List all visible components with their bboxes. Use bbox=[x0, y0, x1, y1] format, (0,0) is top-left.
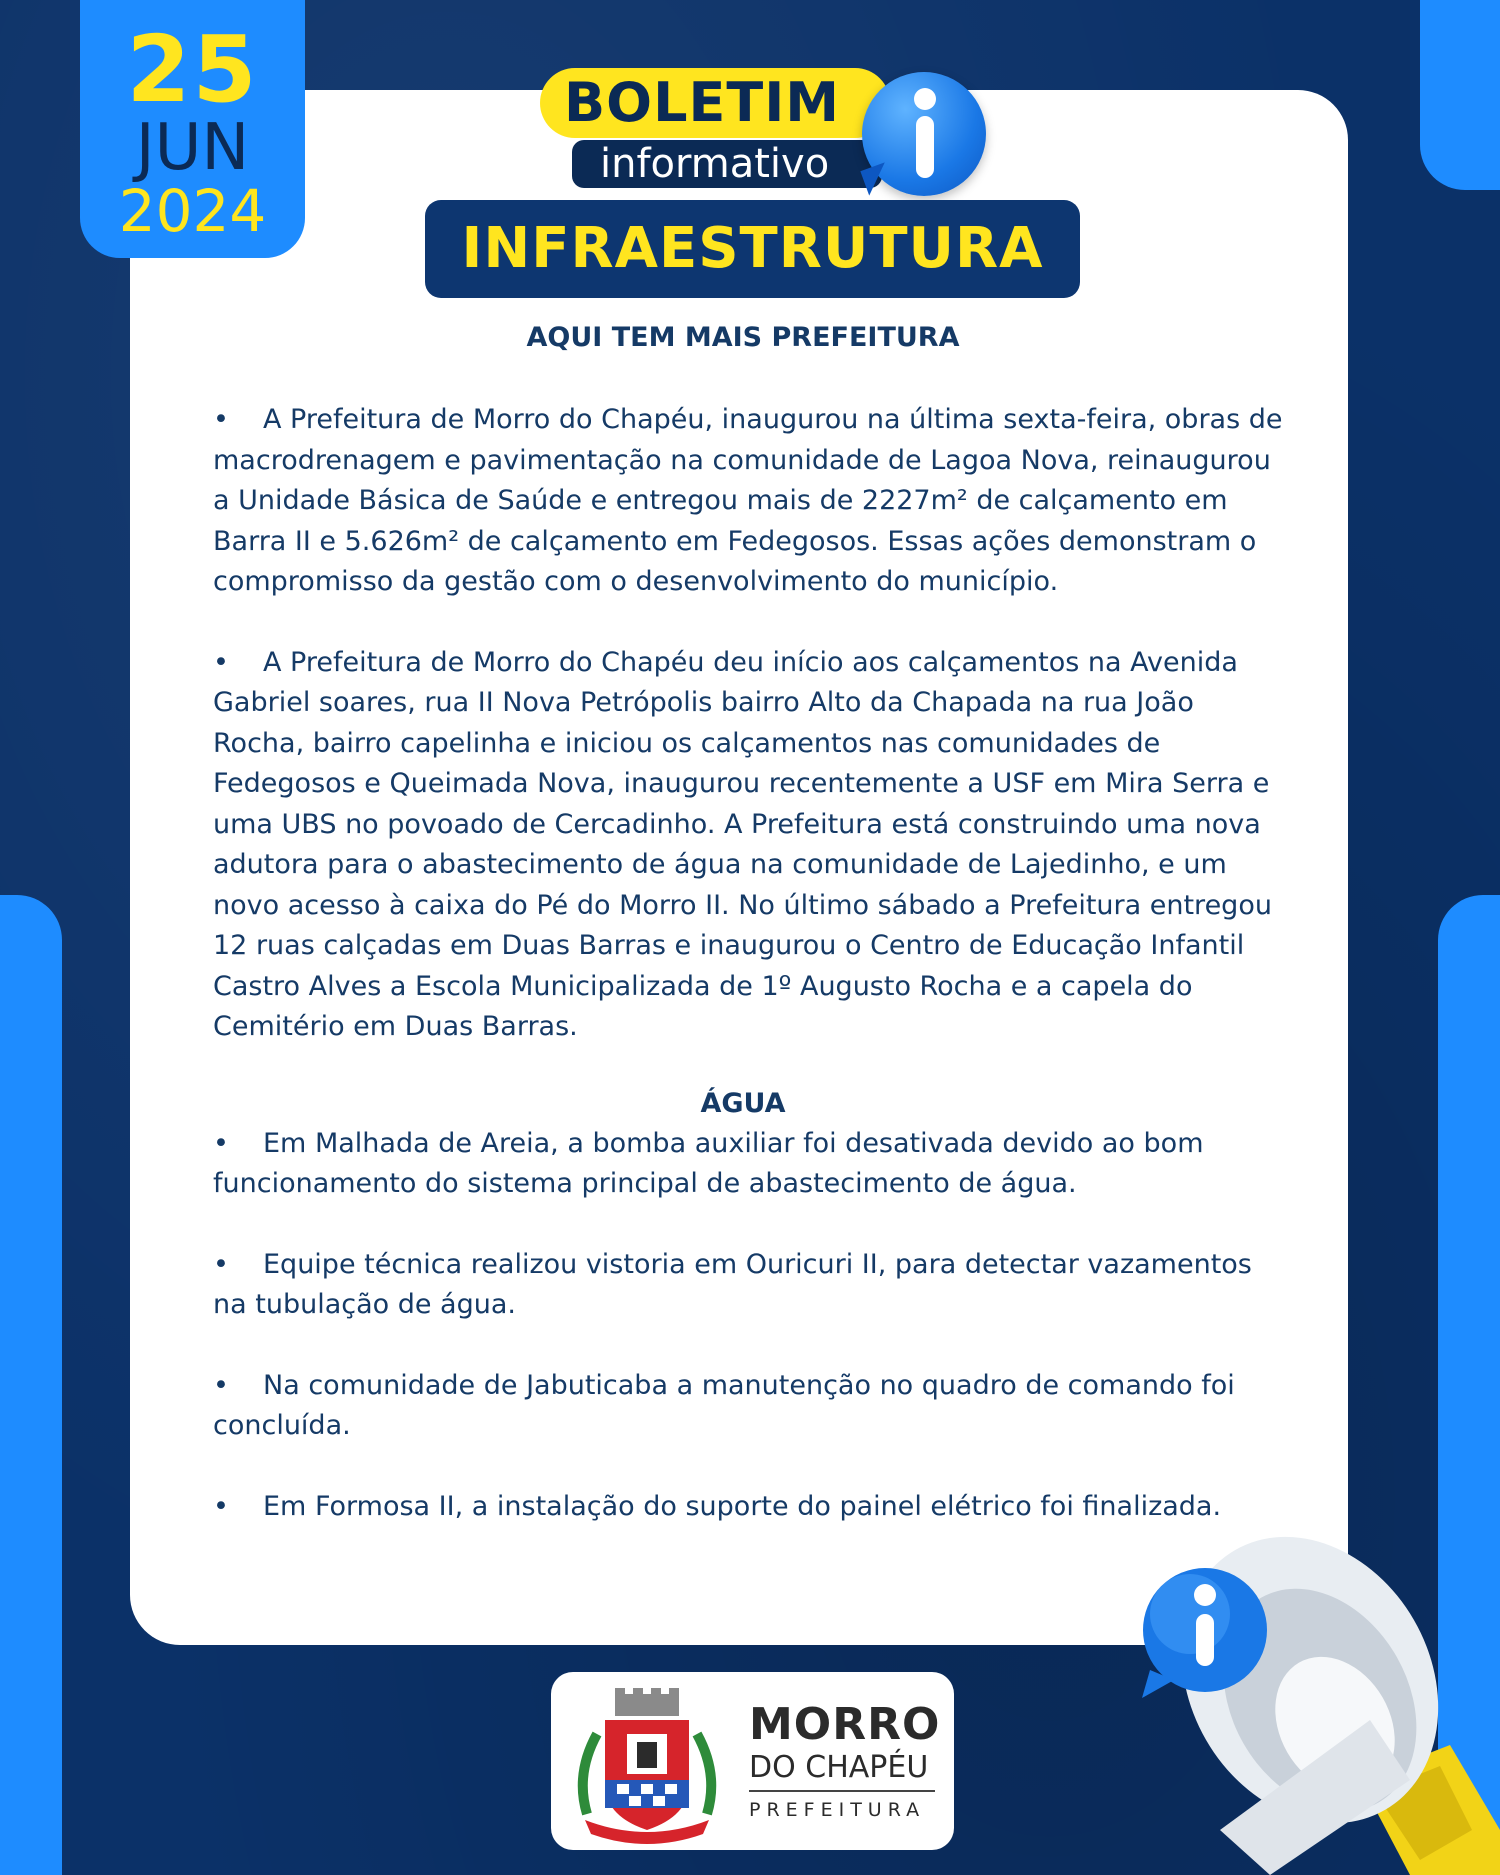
list-item bbox=[213, 1245, 1293, 1326]
list-item-text: Equipe técnica realizou vistoria em Ouricuri II, para detectar vazamentos na tubulação de água. bbox=[213, 1248, 1252, 1320]
informativo-pill bbox=[572, 140, 882, 188]
side-tab-left bbox=[0, 895, 62, 1875]
date-badge bbox=[80, 0, 305, 258]
boletim-title: BOLETIM bbox=[564, 71, 841, 134]
section-title: ÁGUA bbox=[700, 1087, 786, 1119]
boletim-subtitle: informativo bbox=[600, 141, 830, 187]
list-item bbox=[213, 1366, 1293, 1447]
category-title: INFRAESTRUTURA bbox=[461, 216, 1044, 281]
category-banner bbox=[425, 200, 1080, 298]
list-item-text: Em Malhada de Areia, a bomba auxiliar foi desativada devido ao bom funcionamento do sistema principal de abastecimento de água. bbox=[213, 1127, 1204, 1199]
date-year: 2024 bbox=[118, 177, 267, 245]
list-item-text: Em Formosa II, a instalação do suporte do painel elétrico foi finalizada. bbox=[263, 1490, 1222, 1522]
date-month: JUN bbox=[135, 111, 250, 185]
list-item bbox=[213, 1487, 1293, 1528]
list-item-text: A Prefeitura de Morro do Chapéu deu início aos calçamentos na Avenida Gabriel soares, rua II Nova Petrópolis bairro Alto da Chapada na rua João Rocha, bairro capelinha e iniciou os calçamentos nas comunidades de Fedegosos e Queimada Nova, inaugurou recentemente a USF em Mira Serra e uma UBS no povoado de Cercadinho. A Prefeitura está construindo uma nova adutora para o abastecimento de água na comunidade de Lajedinho, e um novo acesso à caixa do Pé do Morro II. No último sábado a Prefeitura entregou 12 ruas calçadas em Duas Barras e inaugurou o Centro de Educação Infantil Castro Alves a Escola Municipalizada de 1º Augusto Rocha e a capela do Cemitério em Duas Barras. bbox=[213, 646, 1272, 1042]
bullet: • bbox=[213, 646, 229, 678]
bullet: • bbox=[213, 1490, 229, 1522]
logo-name-line2: DO CHAPÉU bbox=[749, 1750, 929, 1785]
date-day: 25 bbox=[126, 16, 259, 123]
logo-divider bbox=[749, 1790, 935, 1792]
bulletin-content bbox=[213, 318, 1293, 1527]
logo-name-line3: PREFEITURA bbox=[749, 1799, 926, 1821]
megaphone-icon bbox=[1120, 1530, 1500, 1875]
prefeitura-logo bbox=[551, 1672, 954, 1850]
bullet: • bbox=[213, 1248, 229, 1280]
bullet: • bbox=[213, 404, 229, 435]
section-title: AQUI TEM MAIS PREFEITURA bbox=[526, 322, 960, 353]
logo-name-line1: MORRO bbox=[749, 1699, 941, 1750]
list-item-text: A Prefeitura de Morro do Chapéu, inaugurou na última sexta-feira, obras de macrodrenagem e pavimentação na comunidade de Lagoa Nova, reinaugurou a Unidade Básica de Saúde e entregou mais de 2227m² de calçamento em Barra II e 5.626m² de calçamento em Fedegosos. Essas ações demonstram o compromisso da gestão com o desenvolvimento do município. bbox=[213, 404, 1283, 597]
bullet: • bbox=[213, 1127, 229, 1159]
bullet: • bbox=[213, 1369, 229, 1401]
list-item bbox=[213, 643, 1293, 1048]
info-icon bbox=[862, 72, 986, 196]
list-item bbox=[213, 1124, 1293, 1205]
coat-of-arms-icon bbox=[567, 1684, 727, 1844]
list-item bbox=[213, 400, 1293, 603]
corner-tab-top-right bbox=[1420, 0, 1500, 190]
list-item-text: Na comunidade de Jabuticaba a manutenção no quadro de comando foi concluída. bbox=[213, 1369, 1235, 1441]
boletim-title-pill bbox=[540, 68, 890, 138]
